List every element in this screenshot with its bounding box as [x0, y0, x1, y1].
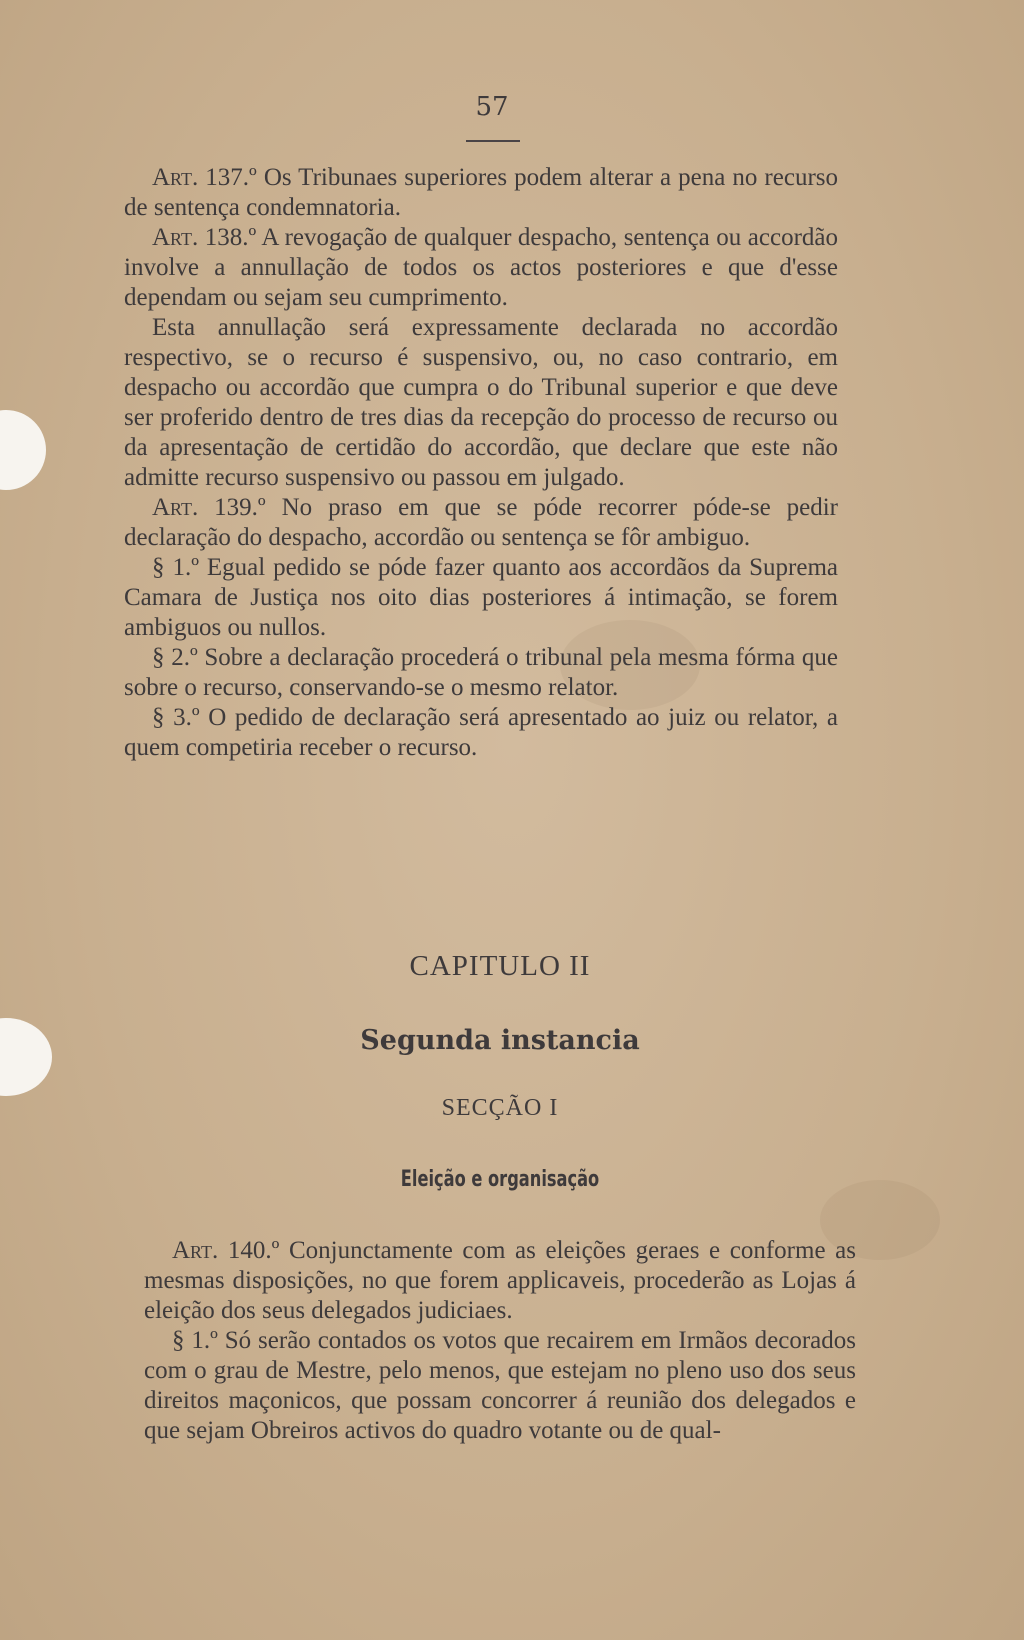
article-text: 140.º Conjunctamente com as eleições geraes e conforme as mesmas disposições, no que forem applicaveis, procederão as Lojas á eleição dos seus delegados judiciaes. — [144, 1237, 856, 1324]
paragraph-annullacao: Esta annullação será expressamente declarada no accordão respectivo, se o recurso é suspensivo, ou, no caso contrario, em despacho ou accordão que cumpra o do Tribunal superior e que deve ser proferido dentro de tres dias da recepção do processo de recurso ou da apresentação de certidão do accordão, que declare que este não admitte recurso suspensivo ou passou em julgado. — [124, 314, 838, 491]
article-138 — [124, 223, 838, 313]
article-140 — [144, 1236, 856, 1326]
section-paragraph-1: § 1.º Egual pedido se póde fazer quanto aos accordãos da Suprema Camara de Justiça nos oito dias posteriores á intimação, se forem ambiguos ou nullos. — [124, 554, 838, 641]
article-label: Art. — [152, 494, 199, 521]
section-heading: SECÇÃO I — [441, 1095, 559, 1121]
section-paragraph-2: § 2.º Sobre a declaração procederá o tribunal pela mesma fórma que sobre o recurso, conservando-se o mesmo relator. — [124, 644, 838, 701]
section-subtitle: Eleição e organisação — [400, 1167, 600, 1192]
article-label: Art. — [152, 224, 199, 251]
article-label: Art. — [172, 1237, 219, 1264]
section-paragraph-1-bottom: § 1.º Só serão contados os votos que recairem em Irmãos decorados com o grau de Mestre, pelo menos, que estejam no pleno uso dos seus direitos maçonicos, que possam concorrer á reunião dos delegados e que sejam Obreiros activos do quadro votante ou de qual- — [144, 1327, 856, 1444]
article-137 — [124, 163, 838, 223]
text-block-top — [124, 163, 838, 763]
article-text: 138.º A revogação de qualquer despacho, sentença ou accordão involve a annullação de todos os actos posteriores e que d'esse dependam ou sejam seu cumprimento. — [124, 224, 839, 311]
text-block-bottom — [144, 1236, 856, 1446]
article-text: 137.º Os Tribunaes superiores podem alterar a pena no recurso de sentença condemnatoria. — [124, 164, 839, 221]
binding-hole — [0, 410, 46, 490]
page-number-rule — [466, 140, 520, 142]
article-text: 139.º No praso em que se póde recorrer póde-se pedir declaração do despacho, accordão ou sentença se fôr ambiguo. — [124, 494, 839, 551]
page-number: 57 — [475, 92, 509, 122]
chapter-title: Segunda instancia — [360, 1025, 640, 1056]
section-paragraph-3: § 3.º O pedido de declaração será apresentado ao juiz ou relator, a quem competiria receber o recurso. — [124, 704, 838, 761]
chapter-heading: CAPITULO II — [409, 950, 591, 982]
article-139 — [124, 493, 838, 553]
article-label: Art. — [152, 164, 199, 191]
